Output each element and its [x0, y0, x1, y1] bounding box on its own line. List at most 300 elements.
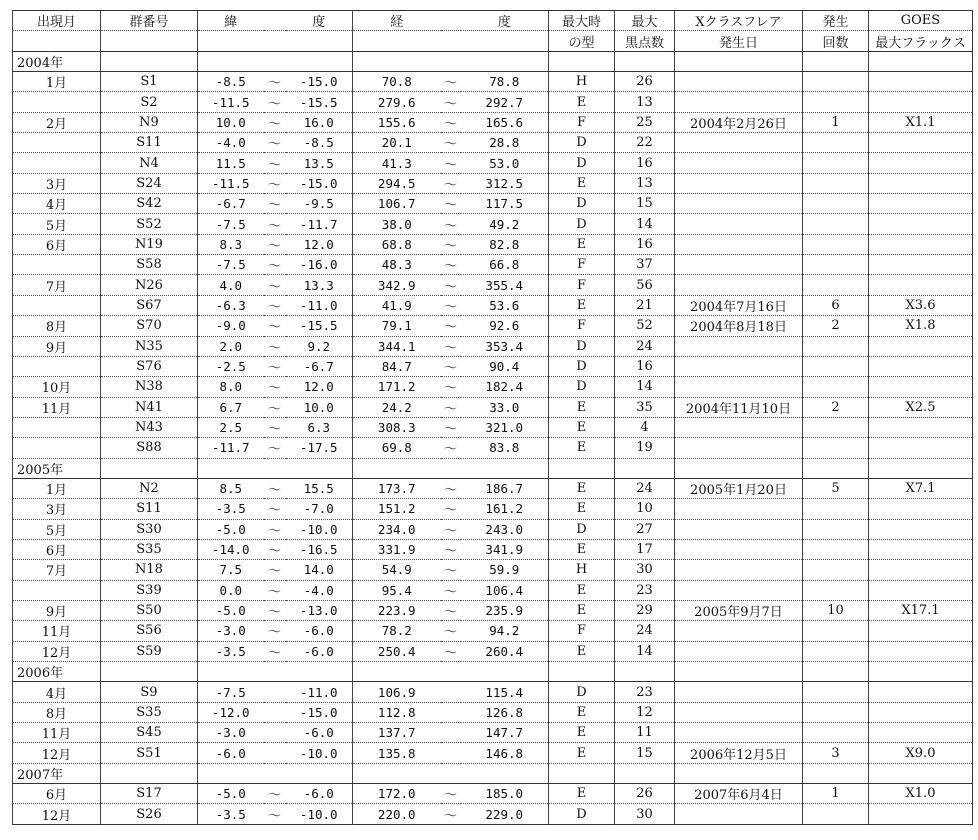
table-cell: X3.6 — [869, 295, 973, 315]
table-cell: 355.4 — [461, 275, 549, 295]
table-cell: -8.5 — [198, 72, 264, 92]
table-cell: 106.4 — [461, 580, 549, 600]
table-cell: 10 — [803, 600, 869, 620]
table-cell: D — [549, 356, 615, 376]
table-cell — [803, 560, 869, 580]
table-cell: N9 — [101, 112, 198, 132]
table-cell: E — [549, 641, 615, 661]
table-cell: N35 — [101, 336, 198, 356]
table-cell: ～ — [441, 519, 461, 539]
table-cell — [803, 763, 869, 783]
table-cell — [803, 458, 869, 478]
table-row — [13, 621, 973, 641]
table-cell: 6.7 — [198, 397, 264, 417]
table-cell: -3.5 — [198, 804, 264, 824]
table-cell: 54.9 — [353, 560, 441, 580]
table-cell: 21 — [615, 295, 675, 315]
table-cell: 28.8 — [461, 133, 549, 153]
table-cell — [803, 173, 869, 193]
table-cell: ～ — [441, 194, 461, 214]
table-cell: S35 — [101, 539, 198, 559]
table-cell — [264, 662, 286, 682]
table-cell: 26 — [615, 784, 675, 804]
table-cell: ～ — [441, 580, 461, 600]
table-cell: X2.5 — [869, 397, 973, 417]
table-cell: -3.5 — [198, 499, 264, 519]
table-cell — [869, 133, 973, 153]
table-cell: 3月 — [13, 499, 101, 519]
table-cell: ～ — [264, 214, 286, 234]
table-cell: 25 — [615, 112, 675, 132]
table-cell — [264, 51, 286, 71]
table-cell — [101, 51, 198, 71]
table-cell: 52 — [615, 316, 675, 336]
table-cell: 220.0 — [353, 804, 441, 824]
table-cell: ～ — [264, 153, 286, 173]
header-cell: 経 — [353, 11, 441, 31]
table-cell: 16 — [615, 234, 675, 254]
table-row — [13, 112, 973, 132]
table-cell — [803, 641, 869, 661]
table-cell — [675, 763, 803, 783]
table-cell: 70.8 — [353, 72, 441, 92]
table-cell — [675, 153, 803, 173]
table-cell: ～ — [441, 478, 461, 498]
table-cell — [441, 743, 461, 763]
table-cell: 24 — [615, 621, 675, 641]
table-cell: 10.0 — [198, 112, 264, 132]
table-cell: 2.0 — [198, 336, 264, 356]
table-cell: 84.7 — [353, 356, 441, 376]
table-cell: 243.0 — [461, 519, 549, 539]
table-cell — [869, 153, 973, 173]
table-cell — [675, 51, 803, 71]
table-cell: 0.0 — [198, 580, 264, 600]
table-cell — [869, 438, 973, 458]
table-cell: 331.9 — [353, 539, 441, 559]
table-cell — [675, 519, 803, 539]
table-cell: S11 — [101, 133, 198, 153]
table-cell: 171.2 — [353, 377, 441, 397]
table-cell: E — [549, 539, 615, 559]
table-cell: -7.0 — [286, 499, 353, 519]
table-cell — [675, 804, 803, 824]
table-cell: E — [549, 702, 615, 722]
table-cell: 78.2 — [353, 621, 441, 641]
table-cell: N26 — [101, 275, 198, 295]
table-cell: -11.7 — [198, 438, 264, 458]
table-cell: 17 — [615, 539, 675, 559]
table-cell: ～ — [264, 255, 286, 275]
table-cell: 135.8 — [353, 743, 441, 763]
table-cell — [101, 662, 198, 682]
table-cell — [675, 417, 803, 437]
table-cell: 83.8 — [461, 438, 549, 458]
table-cell: S76 — [101, 356, 198, 376]
table-cell: ～ — [264, 417, 286, 437]
header-cell: 度 — [286, 11, 353, 31]
header-cell: 黒点数 — [615, 31, 675, 51]
table-cell — [803, 539, 869, 559]
table-cell: E — [549, 743, 615, 763]
table-cell: ～ — [441, 600, 461, 620]
table-row — [13, 255, 973, 275]
table-cell — [13, 580, 101, 600]
table-cell: 7月 — [13, 275, 101, 295]
table-cell: -9.5 — [286, 194, 353, 214]
table-cell: 250.4 — [353, 641, 441, 661]
year-label: 2006年 — [13, 662, 101, 682]
table-cell — [869, 417, 973, 437]
table-cell: X1.8 — [869, 316, 973, 336]
table-row — [13, 723, 973, 743]
table-cell: -17.5 — [286, 438, 353, 458]
table-cell: S39 — [101, 580, 198, 600]
table-cell: 106.7 — [353, 194, 441, 214]
header-cell: 度 — [461, 11, 549, 31]
table-cell: 78.8 — [461, 72, 549, 92]
table-cell: 234.0 — [353, 519, 441, 539]
table-cell — [803, 92, 869, 112]
table-cell: -6.0 — [286, 641, 353, 661]
table-cell: ～ — [264, 72, 286, 92]
table-row — [13, 214, 973, 234]
table-cell — [869, 723, 973, 743]
table-cell: 308.3 — [353, 417, 441, 437]
table-cell: 1月 — [13, 72, 101, 92]
table-cell: -16.5 — [286, 539, 353, 559]
table-cell: F — [549, 112, 615, 132]
year-row — [13, 763, 973, 783]
table-cell: 56 — [615, 275, 675, 295]
table-cell — [264, 743, 286, 763]
year-label: 2004年 — [13, 51, 101, 71]
table-cell: 7.5 — [198, 560, 264, 580]
table-cell — [803, 275, 869, 295]
table-cell — [286, 662, 353, 682]
table-cell — [803, 662, 869, 682]
table-cell: 33.0 — [461, 397, 549, 417]
table-cell — [615, 51, 675, 71]
table-row — [13, 173, 973, 193]
table-cell: ～ — [264, 194, 286, 214]
table-cell — [441, 51, 461, 71]
table-cell — [675, 499, 803, 519]
table-cell — [803, 214, 869, 234]
table-cell: 10.0 — [286, 397, 353, 417]
table-cell: 10月 — [13, 377, 101, 397]
table-cell — [441, 682, 461, 702]
table-cell — [675, 72, 803, 92]
table-cell: 2 — [803, 397, 869, 417]
header-cell — [461, 31, 549, 51]
table-cell: -15.5 — [286, 316, 353, 336]
table-cell: ～ — [264, 784, 286, 804]
table-cell: 26 — [615, 72, 675, 92]
table-cell: 22 — [615, 133, 675, 153]
table-cell: ～ — [441, 560, 461, 580]
table-cell: -15.0 — [286, 173, 353, 193]
table-row — [13, 72, 973, 92]
table-row — [13, 133, 973, 153]
table-row — [13, 153, 973, 173]
table-cell — [675, 580, 803, 600]
table-cell — [264, 723, 286, 743]
table-cell: 2月 — [13, 112, 101, 132]
table-cell: 14 — [615, 214, 675, 234]
table-cell — [675, 539, 803, 559]
table-cell: 1 — [803, 784, 869, 804]
table-cell — [675, 336, 803, 356]
table-cell — [353, 662, 441, 682]
table-cell: -6.7 — [198, 194, 264, 214]
table-cell: 12.0 — [286, 377, 353, 397]
table-row — [13, 600, 973, 620]
table-cell: 53.0 — [461, 153, 549, 173]
table-cell — [869, 621, 973, 641]
table-cell: -15.5 — [286, 92, 353, 112]
table-cell: X17.1 — [869, 600, 973, 620]
table-cell: 5月 — [13, 519, 101, 539]
table-row — [13, 580, 973, 600]
table-cell — [675, 377, 803, 397]
table-cell: X1.0 — [869, 784, 973, 804]
table-cell: N19 — [101, 234, 198, 254]
table-cell: ～ — [264, 621, 286, 641]
table-cell: E — [549, 397, 615, 417]
table-cell: 172.0 — [353, 784, 441, 804]
table-cell: 292.7 — [461, 92, 549, 112]
table-row — [13, 316, 973, 336]
table-cell — [803, 234, 869, 254]
table-cell: D — [549, 153, 615, 173]
table-cell: S9 — [101, 682, 198, 702]
table-cell: ～ — [264, 133, 286, 153]
table-cell: -7.5 — [198, 682, 264, 702]
table-row — [13, 560, 973, 580]
table-cell: ～ — [441, 621, 461, 641]
table-cell — [461, 763, 549, 783]
table-cell: 49.2 — [461, 214, 549, 234]
table-cell: 6.3 — [286, 417, 353, 437]
table-cell — [869, 51, 973, 71]
table-cell: ～ — [441, 316, 461, 336]
table-row — [13, 397, 973, 417]
table-cell — [803, 377, 869, 397]
table-cell: ～ — [441, 539, 461, 559]
table-cell: S17 — [101, 784, 198, 804]
table-cell: ～ — [441, 133, 461, 153]
table-cell: E — [549, 417, 615, 437]
table-cell: 353.4 — [461, 336, 549, 356]
table-cell: E — [549, 499, 615, 519]
table-cell: ～ — [441, 234, 461, 254]
table-cell: 4月 — [13, 194, 101, 214]
table-row — [13, 336, 973, 356]
table-cell: 9月 — [13, 336, 101, 356]
table-cell: 1 — [803, 112, 869, 132]
table-cell — [549, 662, 615, 682]
table-cell: 90.4 — [461, 356, 549, 376]
table-cell — [198, 458, 264, 478]
table-cell — [869, 72, 973, 92]
header-cell: 出現月 — [13, 11, 101, 31]
table-cell: 8月 — [13, 316, 101, 336]
header-cell — [13, 31, 101, 51]
table-cell: -8.5 — [286, 133, 353, 153]
table-cell: -13.0 — [286, 600, 353, 620]
table-cell: 38.0 — [353, 214, 441, 234]
table-cell — [675, 255, 803, 275]
table-cell: 30 — [615, 804, 675, 824]
table-cell: 14 — [615, 377, 675, 397]
table-cell: E — [549, 295, 615, 315]
table-cell — [198, 662, 264, 682]
table-cell — [803, 580, 869, 600]
table-cell: ～ — [441, 275, 461, 295]
table-cell: 11月 — [13, 621, 101, 641]
header-cell — [264, 31, 286, 51]
table-cell: ～ — [264, 316, 286, 336]
table-cell — [803, 356, 869, 376]
table-cell: 161.2 — [461, 499, 549, 519]
table-cell: 5 — [803, 478, 869, 498]
table-row — [13, 234, 973, 254]
table-cell: 69.8 — [353, 438, 441, 458]
table-cell: ～ — [441, 397, 461, 417]
table-cell: 12 — [615, 702, 675, 722]
table-cell: -15.0 — [286, 72, 353, 92]
table-cell: 11月 — [13, 397, 101, 417]
table-cell: -16.0 — [286, 255, 353, 275]
table-cell — [869, 377, 973, 397]
table-cell: S50 — [101, 600, 198, 620]
table-cell: -6.0 — [286, 723, 353, 743]
table-cell: 2005年1月20日 — [675, 478, 803, 498]
table-cell: S2 — [101, 92, 198, 112]
table-cell: 12.0 — [286, 234, 353, 254]
table-cell — [869, 539, 973, 559]
table-cell — [286, 458, 353, 478]
table-cell: N2 — [101, 478, 198, 498]
table-cell: ～ — [264, 539, 286, 559]
year-label: 2007年 — [13, 763, 101, 783]
table-cell — [869, 336, 973, 356]
table-cell: S56 — [101, 621, 198, 641]
table-cell — [286, 763, 353, 783]
header-cell — [101, 31, 198, 51]
table-cell — [803, 417, 869, 437]
table-cell: ～ — [264, 275, 286, 295]
table-cell — [675, 356, 803, 376]
year-row — [13, 662, 973, 682]
table-cell: 6月 — [13, 784, 101, 804]
table-cell: ～ — [441, 72, 461, 92]
table-cell: -6.0 — [198, 743, 264, 763]
table-cell: D — [549, 682, 615, 702]
table-cell — [13, 417, 101, 437]
table-row — [13, 539, 973, 559]
table-cell: 4 — [615, 417, 675, 437]
table-cell: D — [549, 377, 615, 397]
table-cell — [441, 763, 461, 783]
table-cell: 24 — [615, 336, 675, 356]
table-cell — [869, 662, 973, 682]
table-cell: ～ — [441, 784, 461, 804]
table-cell: 24.2 — [353, 397, 441, 417]
table-cell: ～ — [441, 214, 461, 234]
table-cell: -3.0 — [198, 723, 264, 743]
table-cell: -10.0 — [286, 804, 353, 824]
table-cell: ～ — [264, 112, 286, 132]
table-cell: -5.0 — [198, 784, 264, 804]
table-cell: E — [549, 723, 615, 743]
table-cell: S51 — [101, 743, 198, 763]
table-row — [13, 92, 973, 112]
header-cell: の型 — [549, 31, 615, 51]
table-cell — [675, 641, 803, 661]
table-cell: F — [549, 275, 615, 295]
table-cell: S58 — [101, 255, 198, 275]
table-cell: 6月 — [13, 539, 101, 559]
table-cell — [441, 458, 461, 478]
table-cell: 312.5 — [461, 173, 549, 193]
table-cell — [13, 295, 101, 315]
table-cell: ～ — [441, 336, 461, 356]
table-cell — [13, 133, 101, 153]
header-cell — [441, 31, 461, 51]
table-cell — [675, 560, 803, 580]
table-cell — [869, 499, 973, 519]
table-cell: S67 — [101, 295, 198, 315]
table-cell — [869, 641, 973, 661]
table-cell: ～ — [264, 234, 286, 254]
table-cell: -7.5 — [198, 214, 264, 234]
sunspot-group-table — [12, 10, 973, 825]
table-cell — [461, 51, 549, 71]
table-cell: 3 — [803, 743, 869, 763]
table-cell — [869, 702, 973, 722]
table-cell: ～ — [441, 173, 461, 193]
table-cell: 2004年11月10日 — [675, 397, 803, 417]
table-cell: -6.7 — [286, 356, 353, 376]
table-cell — [675, 621, 803, 641]
table-cell: 229.0 — [461, 804, 549, 824]
table-cell: E — [549, 580, 615, 600]
table-cell — [869, 519, 973, 539]
table-cell: 151.2 — [353, 499, 441, 519]
table-cell: 344.1 — [353, 336, 441, 356]
table-cell: -4.0 — [198, 133, 264, 153]
table-cell — [803, 682, 869, 702]
table-cell: 48.3 — [353, 255, 441, 275]
table-cell — [441, 662, 461, 682]
table-cell: E — [549, 173, 615, 193]
table-cell — [675, 682, 803, 702]
table-cell: S35 — [101, 702, 198, 722]
table-cell — [461, 662, 549, 682]
table-cell: 155.6 — [353, 112, 441, 132]
table-cell: 13 — [615, 173, 675, 193]
table-container — [12, 10, 973, 825]
table-cell: 165.6 — [461, 112, 549, 132]
table-cell — [675, 234, 803, 254]
table-cell — [13, 153, 101, 173]
table-cell — [441, 702, 461, 722]
table-cell: 7月 — [13, 560, 101, 580]
table-cell: ～ — [264, 478, 286, 498]
table-cell — [549, 51, 615, 71]
